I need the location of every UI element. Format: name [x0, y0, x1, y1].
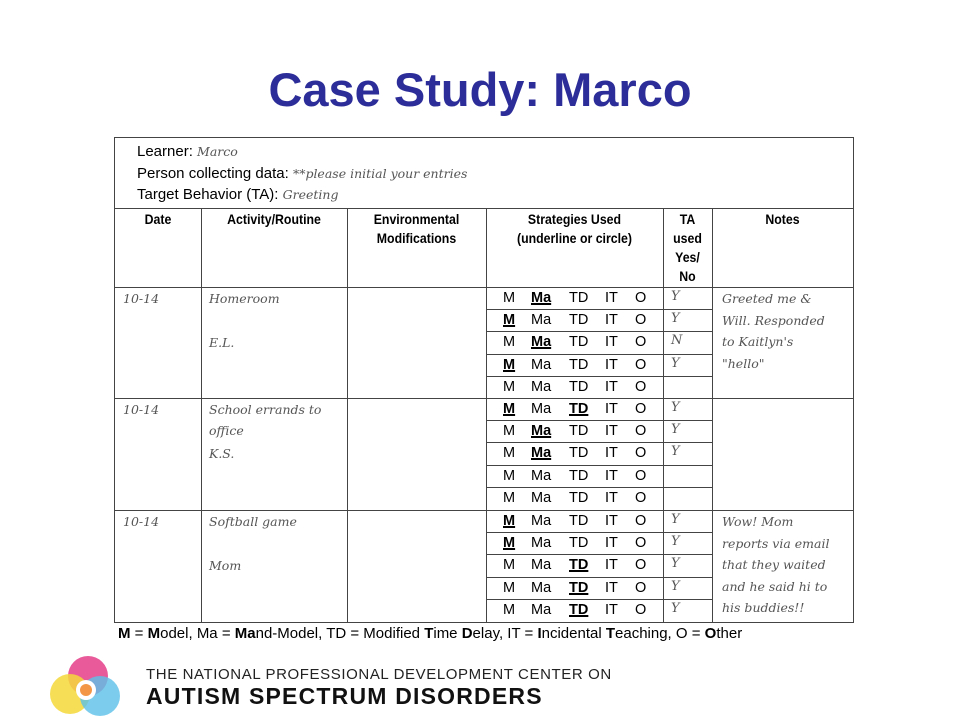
strategy-code-td: TD — [569, 290, 589, 306]
strategy-code-o: O — [635, 356, 647, 373]
ta-used-value: Y — [671, 444, 680, 460]
legend-part: ime — [433, 625, 462, 642]
strategy-row — [487, 376, 663, 398]
strategy-code-m: M — [503, 356, 516, 373]
col-header-strategies — [497, 210, 653, 248]
strategy-code-m: M — [503, 535, 516, 552]
ta-used-value: Y — [671, 400, 680, 415]
person-cell: E.L. — [209, 335, 235, 350]
strategy-code-td: TD — [569, 535, 589, 552]
activity-cell: School errands to — [209, 402, 322, 417]
strategy-row — [487, 554, 663, 576]
legend-part: eaching, O = — [615, 625, 705, 642]
strategy-row — [487, 487, 663, 509]
date-cell: 10-14 — [123, 514, 160, 529]
strategy-row — [487, 465, 663, 487]
col-header-strat-line2: (underline or circle) — [516, 230, 633, 246]
ta-used-value: Y — [671, 578, 680, 594]
strategy-code-m: M — [503, 467, 516, 484]
strategy-code-td: TD — [569, 334, 589, 351]
legend-part: elay, IT = — [472, 625, 538, 642]
col-header-env — [355, 210, 477, 248]
collector-label: Person collecting data: — [137, 165, 289, 182]
strategy-row — [487, 577, 663, 599]
strategy-code-m: M — [503, 334, 516, 351]
strategy-code-m: M — [503, 601, 516, 618]
notes-cell — [722, 288, 850, 374]
strategy-code-it: IT — [605, 513, 618, 529]
strategy-code-ma: Ma — [531, 423, 552, 440]
col-divider — [712, 208, 713, 622]
ta-used-value: Y — [671, 355, 680, 371]
strategy-code-ma: Ma — [531, 557, 552, 574]
col-divider — [201, 208, 202, 622]
activity-cell-line2: office — [209, 423, 244, 438]
strategy-code-m: M — [503, 378, 516, 395]
col-header-ta — [666, 210, 709, 286]
strategy-code-ma: Ma — [531, 401, 552, 417]
learner-value: Marco — [197, 144, 238, 159]
strategy-code-td: TD — [569, 423, 589, 440]
strategy-code-o: O — [635, 557, 647, 574]
strategy-code-o: O — [635, 601, 647, 618]
ta-used-value: Y — [671, 534, 680, 550]
col-header-date — [120, 210, 196, 229]
notes-line: "hello" — [722, 355, 765, 371]
strategy-code-m: M — [503, 401, 516, 417]
legend-part: I — [537, 625, 542, 642]
col-header-ta-line4: No — [679, 268, 696, 284]
block-divider — [115, 398, 853, 399]
strategy-code-m: M — [503, 579, 516, 596]
strategy-code-it: IT — [605, 312, 618, 329]
strategy-code-m: M — [503, 489, 516, 506]
notes-line: Will. Responded — [722, 312, 825, 328]
notes-line: reports via email — [722, 535, 830, 551]
date-cell: 10-14 — [123, 402, 160, 417]
strategy-code-td: TD — [569, 356, 589, 373]
notes-line: to Kaitlyn's — [722, 334, 794, 349]
strategy-code-ma: Ma — [531, 535, 552, 552]
strategy-code-it: IT — [605, 579, 618, 596]
ta-used-value: Y — [671, 600, 680, 616]
col-divider — [663, 208, 664, 622]
col-header-env-line2: Modifications — [376, 230, 457, 246]
strategy-code-it: IT — [605, 467, 618, 484]
strategy-row — [487, 442, 663, 464]
legend-part: Ma — [234, 625, 256, 642]
strategy-code-ma: Ma — [531, 579, 552, 596]
col-header-activity — [210, 210, 338, 229]
ta-used-value: N — [671, 333, 683, 349]
legend-part: Ma — [196, 625, 218, 642]
target-value: Greeting — [282, 187, 339, 202]
strategy-code-ma: Ma — [531, 467, 552, 484]
strategy-code-td: TD — [569, 579, 589, 596]
ta-used-value: Y — [671, 422, 680, 438]
strategy-code-it: IT — [605, 401, 618, 417]
legend-part: odel, — [160, 625, 197, 642]
col-divider — [347, 208, 348, 622]
strategy-code-o: O — [635, 334, 647, 351]
strategy-row — [487, 532, 663, 554]
strategy-code-m: M — [503, 312, 516, 329]
strategy-code-ma: Ma — [531, 601, 552, 618]
strategy-row — [487, 287, 663, 309]
col-header-ta-line3: Yes/ — [675, 249, 700, 265]
strategy-code-it: IT — [605, 334, 618, 351]
sheet-header — [115, 138, 853, 209]
strategy-row — [487, 309, 663, 331]
strategy-code-ma: Ma — [531, 290, 552, 306]
strategy-code-o: O — [635, 535, 647, 552]
strategy-code-o: O — [635, 579, 647, 596]
org-name-line2: AUTISM SPECTRUM DISORDERS — [146, 683, 543, 709]
strategy-code-ma: Ma — [531, 334, 552, 351]
strategy-code-o: O — [635, 445, 647, 462]
strategy-code-it: IT — [605, 423, 618, 440]
strategy-code-it: IT — [605, 557, 618, 574]
strategy-code-o: O — [635, 312, 647, 329]
ta-used-value: Y — [671, 512, 680, 527]
strategy-code-td: TD — [569, 445, 589, 462]
strategy-code-td: TD — [569, 557, 589, 574]
strategy-row — [487, 331, 663, 353]
learner-line — [137, 143, 238, 160]
strategy-code-ma: Ma — [531, 513, 552, 529]
col-header-activity-text: Activity/Routine — [227, 211, 321, 227]
strategy-code-it: IT — [605, 356, 618, 373]
col-header-date-text: Date — [144, 211, 172, 227]
strategy-code-o: O — [635, 513, 647, 529]
org-name-line1: THE NATIONAL PROFESSIONAL DEVELOPMENT CENTER ON — [146, 666, 612, 683]
npdc-logo-icon — [40, 652, 130, 720]
strategy-row — [487, 398, 663, 420]
collector-line — [137, 165, 467, 182]
notes-line: Greeted me & — [722, 291, 812, 306]
slide-title: Case Study: Marco — [268, 63, 692, 116]
strategy-row — [487, 420, 663, 442]
person-cell: Mom — [209, 558, 242, 573]
strategy-code-ma: Ma — [531, 445, 552, 462]
strategy-code-td: TD — [569, 378, 589, 395]
legend-part: ncidental — [541, 625, 606, 642]
strategy-code-ma: Ma — [531, 489, 552, 506]
notes-cell — [722, 511, 850, 619]
strategy-code-td: TD — [569, 401, 589, 417]
strategy-code-td: TD — [569, 467, 589, 484]
strategy-code-it: IT — [605, 489, 618, 506]
legend-part: ther — [716, 625, 743, 642]
legend-part: D — [461, 625, 473, 642]
ta-used-value: Y — [671, 289, 680, 304]
col-header-ta-line2: used — [673, 230, 702, 246]
strategy-code-m: M — [503, 290, 516, 306]
strategy-row — [487, 510, 663, 532]
strategy-code-td: TD — [569, 513, 589, 529]
legend-part: M — [147, 625, 161, 642]
data-sheet — [114, 137, 854, 623]
target-label: Target Behavior (TA): — [137, 186, 279, 203]
col-header-notes-text: Notes — [765, 211, 800, 227]
strategy-code-td: TD — [569, 489, 589, 506]
strategy-code-it: IT — [605, 378, 618, 395]
ta-used-value: Y — [671, 556, 680, 572]
strategy-legend — [118, 625, 742, 642]
strategy-code-m: M — [503, 423, 516, 440]
legend-part: nd-Model, — [255, 625, 327, 642]
strategy-code-td: TD — [569, 601, 589, 618]
legend-part: = — [130, 625, 148, 642]
legend-part: = — [217, 625, 235, 642]
strategy-code-o: O — [635, 467, 647, 484]
notes-line: that they waited — [722, 557, 826, 572]
strategy-code-ma: Ma — [531, 312, 552, 329]
col-header-env-line1: Environmental — [373, 211, 460, 227]
legend-part: T — [424, 625, 434, 642]
strategy-code-it: IT — [605, 445, 618, 462]
col-header-ta-line1: TA — [679, 211, 696, 227]
strategy-code-o: O — [635, 423, 647, 440]
strategy-row — [487, 599, 663, 621]
date-cell: 10-14 — [123, 291, 160, 306]
strategy-code-it: IT — [605, 290, 618, 306]
col-header-notes — [720, 210, 844, 229]
notes-line: Wow! Mom — [722, 514, 794, 529]
strategy-code-m: M — [503, 445, 516, 462]
activity-cell: Softball game — [209, 514, 297, 529]
notes-line: his buddies!! — [722, 600, 805, 615]
legend-part: M — [118, 625, 131, 642]
ta-used-value: Y — [671, 311, 680, 327]
collector-value: **please initial your entries — [292, 166, 468, 181]
strategy-code-o: O — [635, 401, 647, 417]
strategy-code-it: IT — [605, 535, 618, 552]
strategy-code-m: M — [503, 557, 516, 574]
legend-part: O — [704, 625, 717, 642]
strategy-code-ma: Ma — [531, 378, 552, 395]
strategy-code-o: O — [635, 290, 647, 306]
strategy-code-m: M — [503, 513, 516, 529]
target-line — [137, 186, 338, 203]
strategy-code-td: TD — [569, 312, 589, 329]
col-header-strat-line1: Strategies Used — [527, 211, 622, 227]
strategy-row — [487, 354, 663, 376]
strategy-code-o: O — [635, 489, 647, 506]
strategy-code-ma: Ma — [531, 356, 552, 373]
person-cell: K.S. — [209, 446, 235, 461]
activity-cell: Homeroom — [209, 291, 280, 306]
strategy-code-o: O — [635, 378, 647, 395]
legend-part: TD = Modified — [326, 625, 425, 642]
strategy-code-it: IT — [605, 601, 618, 618]
notes-line: and he said hi to — [722, 578, 828, 594]
legend-part: T — [605, 625, 616, 642]
learner-label: Learner: — [137, 143, 193, 160]
